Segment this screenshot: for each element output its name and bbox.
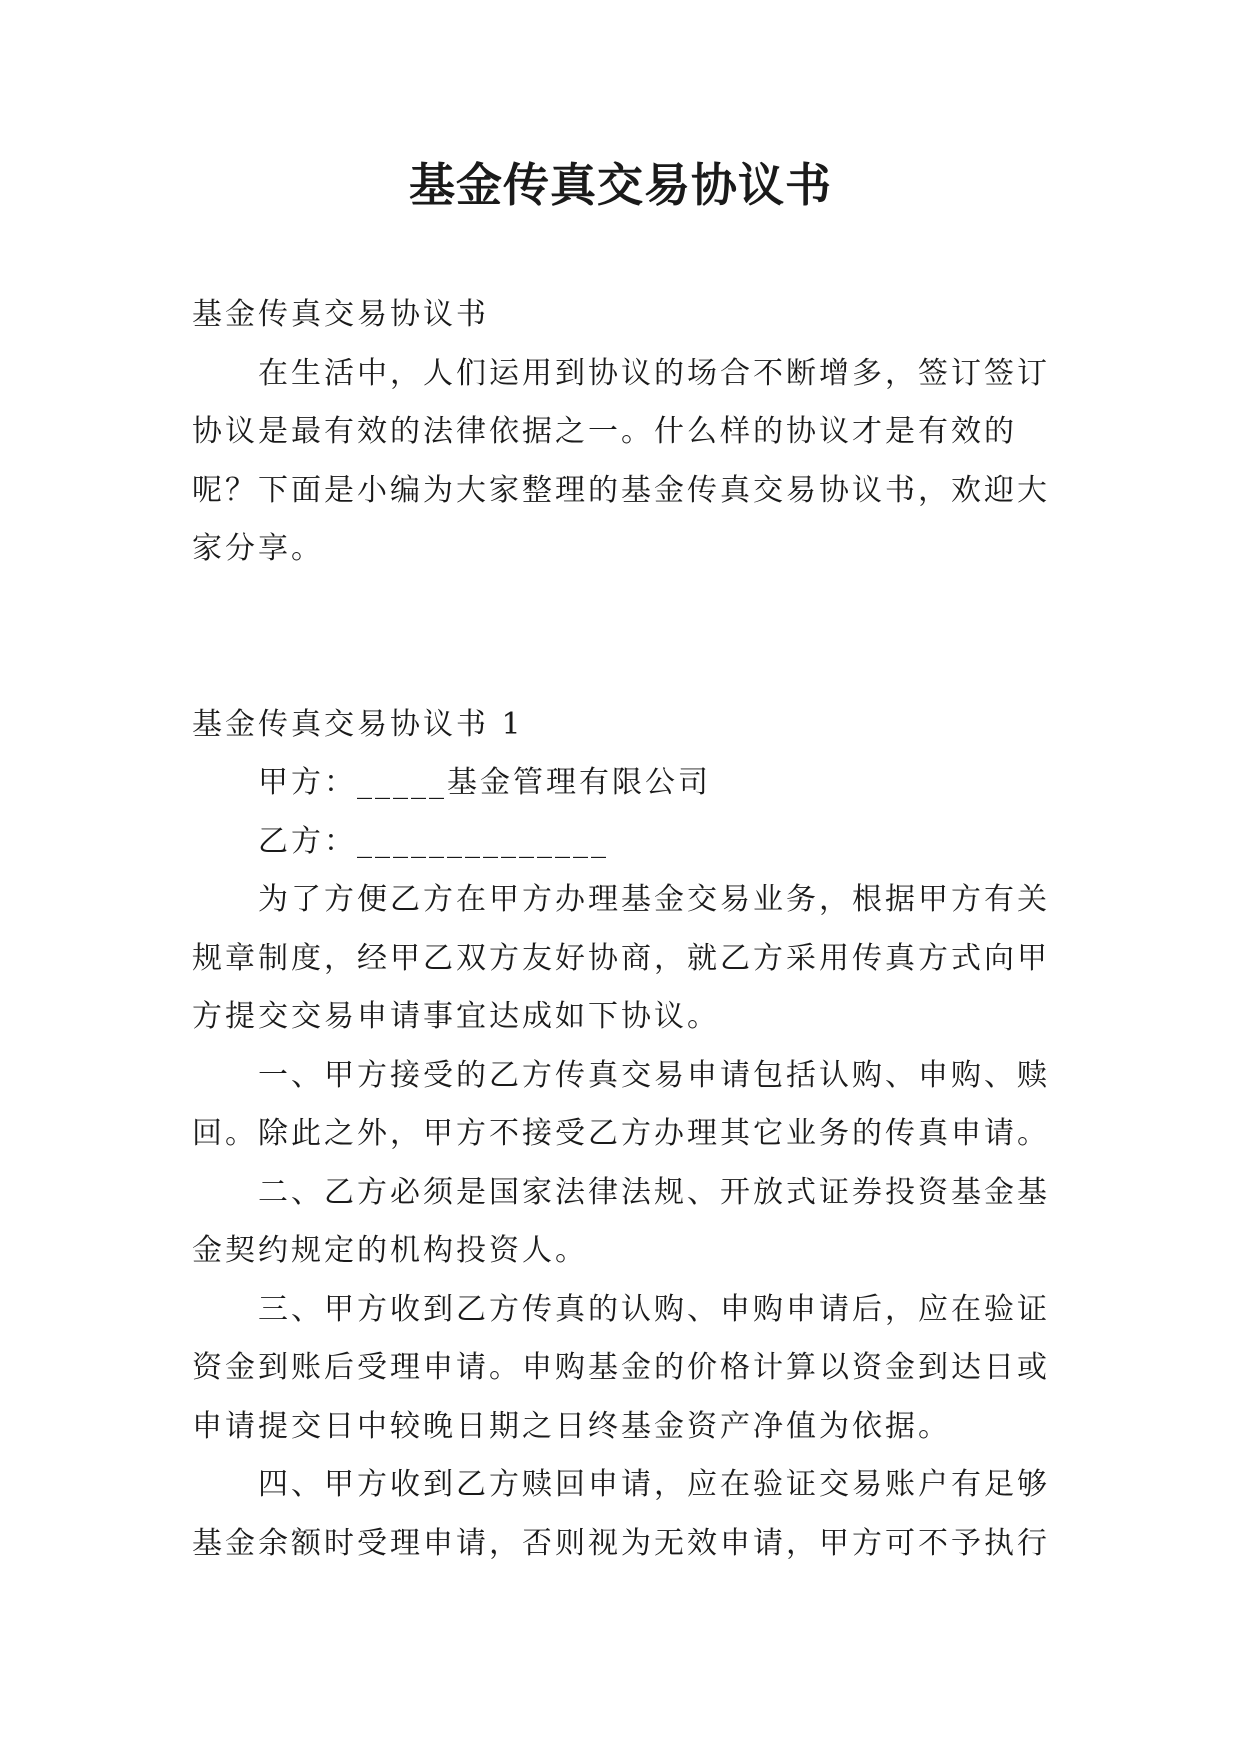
clause-preamble: 为了方便乙方在甲方办理基金交易业务，根据甲方有关规章制度，经甲乙双方友好协商，就乙方采用传真方式向甲方提交交易申请事宜达成如下协议。 [192, 882, 1050, 1034]
clause-2: 二、乙方必须是国家法律法规、开放式证券投资基金基金契约规定的机构投资人。 [192, 1174, 1050, 1268]
document-title: 基金传真交易协议书 [409, 158, 832, 212]
intro-heading: 基金传真交易协议书 [192, 297, 489, 332]
section-spacer [192, 579, 1058, 696]
party-a-line: 甲方：_____基金管理有限公司 [258, 765, 711, 800]
clause-3: 三、甲方收到乙方传真的认购、申购申请后，应在验证资金到账后受理申请。申购基金的价格计算以资金到达日或申请提交日中较晚日期之日终基金资产净值为依据。 [192, 1291, 1050, 1444]
intro-paragraph: 在生活中，人们运用到协议的场合不断增多，签订签订协议是最有效的法律依据之一。什么样的协议才是有效的呢？下面是小编为大家整理的基金传真交易协议书，欢迎大家分享。 [192, 355, 1050, 566]
section-heading: 基金传真交易协议书 1 [192, 706, 524, 742]
document-body [192, 286, 1058, 1573]
clause-1: 一、甲方接受的乙方传真交易申请包括认购、申购、赎回。除此之外，甲方不接受乙方办理其它业务的传真申请。 [192, 1057, 1050, 1151]
party-b-line: 乙方：______________ [258, 823, 609, 859]
clause-4: 四、甲方收到乙方赎回申请，应在验证交易账户有足够基金余额时受理申请，否则视为无效申请，甲方可不予执行 [192, 1467, 1050, 1561]
